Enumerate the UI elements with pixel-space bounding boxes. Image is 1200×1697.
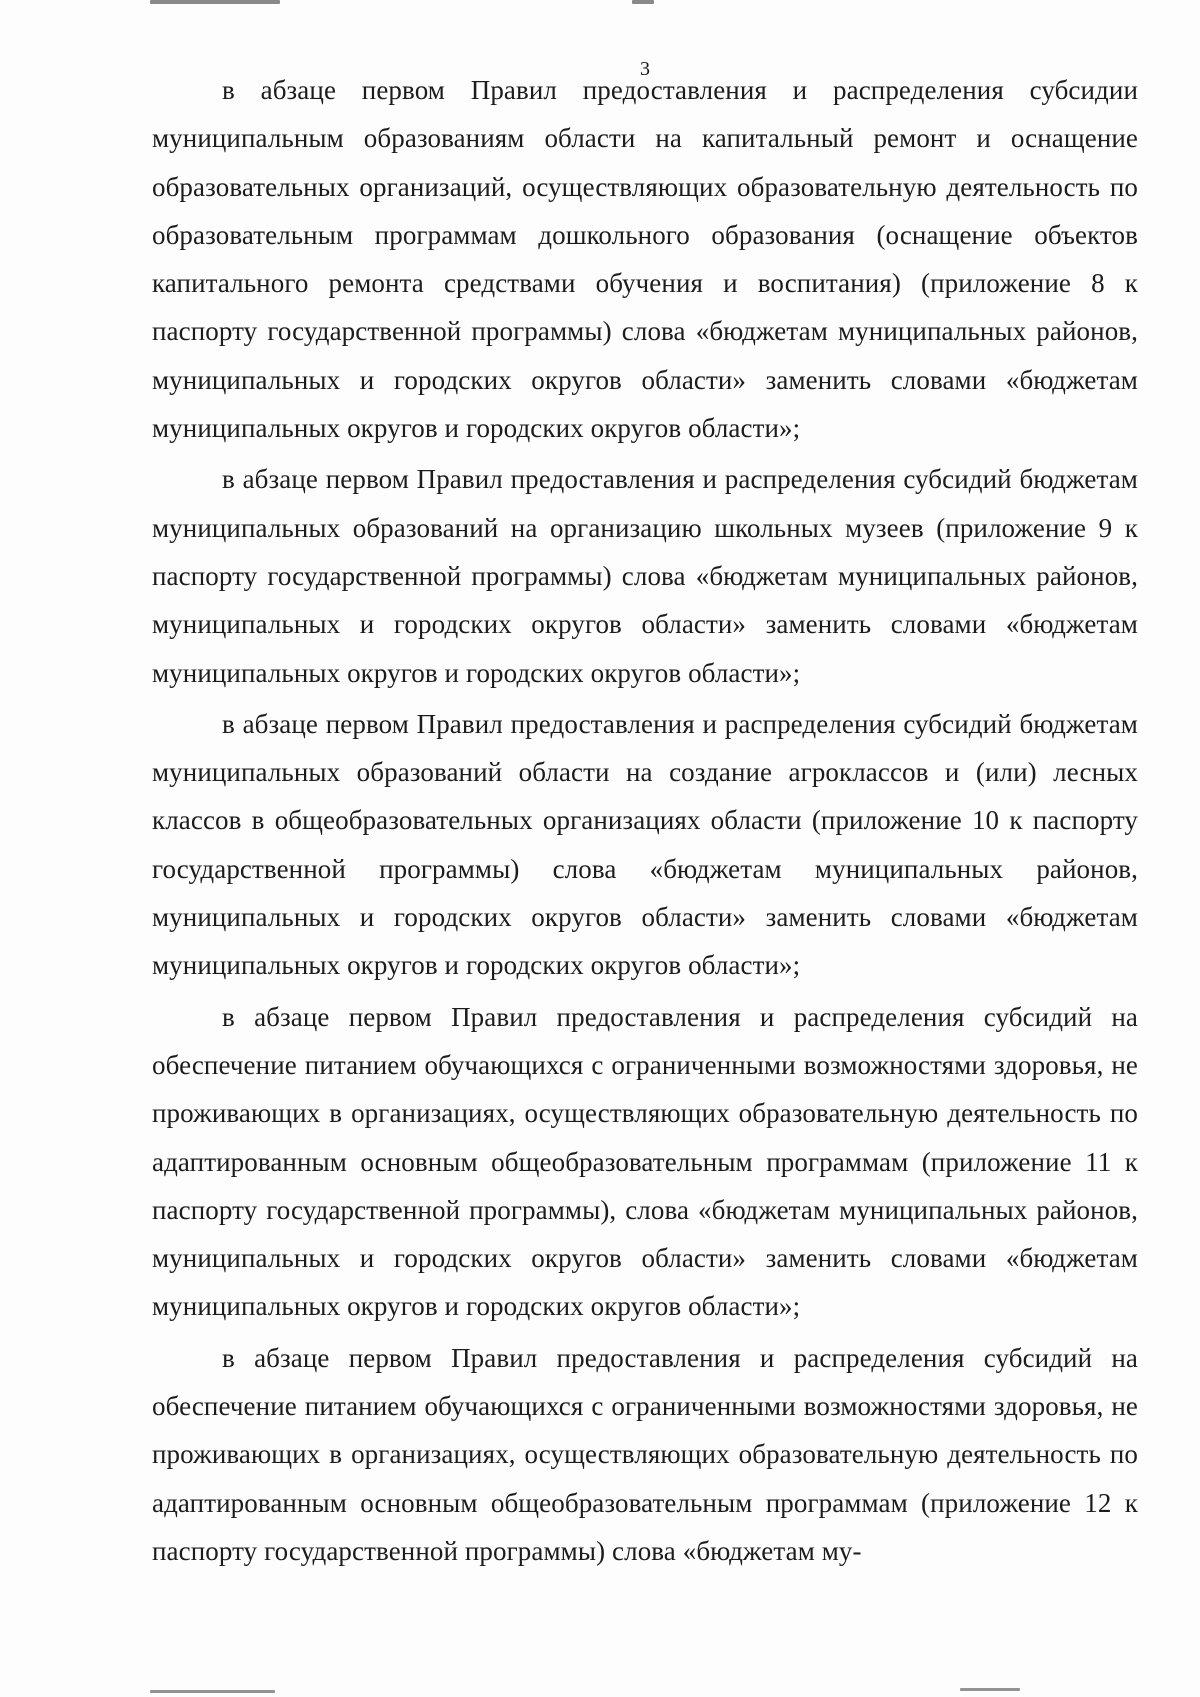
paragraph: в абзаце первом Правил предоставления и распределения субсидий бюджетам муниципальных образований области на создание агроклассов и (или) лесных классов в общеобразовательных организациях области (приложение 10 к паспорту государственной программы) слова «бюджетам муниципальных районов, муниципальных и городских округов области» заменить словами «бюджетам муниципальных округов и городских округов области»;	[152, 708, 1138, 981]
scan-artifact-top-left	[150, 0, 280, 4]
paragraph: в абзаце первом Правил предоставления и распределения субсидий на обеспечение питанием обучающихся с ограниченными возможностями здоровья, не проживающих в организациях, осуществляющих образовательную деятельность по адаптированным основным общеобразовательным программам (приложение 12 к паспорту государственной программы) слова «бюджетам му-	[152, 1342, 1138, 1566]
scan-artifact-bottom-left	[150, 1690, 275, 1693]
paragraph: в абзаце первом Правил предоставления и распределения субсидии муниципальным образованиям области на капитальный ремонт и оснащение образовательных организаций, осуществляющих образовательную деятельность по образовательным программам дошкольного образования (оснащение объектов капитального ремонта средствами обучения и воспитания) (приложение 8 к паспорту государственной программы) слова «бюджетам муниципальных районов, муниципальных и городских округов области» заменить словами «бюджетам муниципальных округов и городских округов области»;	[152, 75, 1138, 444]
paragraph: в абзаце первом Правил предоставления и распределения субсидий на обеспечение питанием обучающихся с ограниченными возможностями здоровья, не проживающих в организациях, осуществляющих образовательную деятельность по адаптированным основным общеобразовательным программам (приложение 11 к паспорту государственной программы), слова «бюджетам муниципальных районов, муниципальных и городских округов области» заменить словами «бюджетам муниципальных округов и городских округов области»;	[152, 1001, 1138, 1322]
page-number: 3	[640, 58, 650, 80]
document-body	[152, 66, 1138, 1578]
paragraph: в абзаце первом Правил предоставления и распределения субсидий бюджетам муниципальных образований на организацию школьных музеев (приложение 9 к паспорту государственной программы) слова «бюджетам муниципальных районов, муниципальных и городских округов области» заменить словами «бюджетам муниципальных округов и городских округов области»;	[152, 464, 1138, 688]
scan-artifact-top-center	[632, 0, 654, 4]
scan-artifact-bottom-right	[960, 1688, 1020, 1691]
